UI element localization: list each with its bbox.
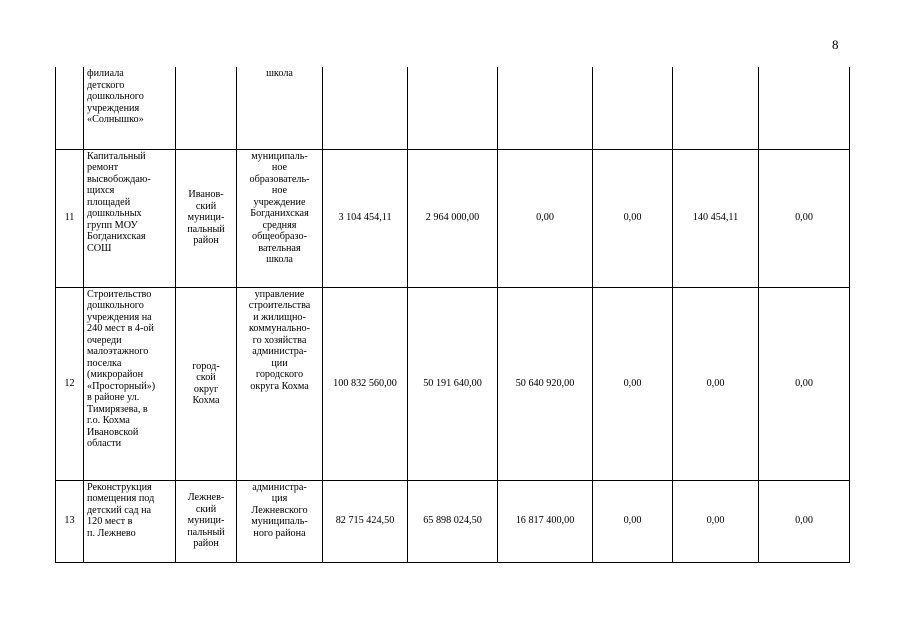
value-cell: 3 104 454,11 (323, 149, 408, 287)
value-cell: 16 817 400,00 (498, 480, 593, 562)
value-cell: 82 715 424,50 (323, 480, 408, 562)
value-cell (593, 67, 673, 149)
table-row (56, 149, 850, 287)
value-cell (673, 67, 759, 149)
table-row (56, 480, 850, 562)
table-row (56, 67, 850, 149)
value-cell: 50 191 640,00 (408, 287, 498, 480)
object-name-cell: Капитальный ремонт высвобождаю- щихся площадей дошкольных групп МОУ Богданихская СОШ (84, 149, 176, 287)
value-cell: 0,00 (498, 149, 593, 287)
value-cell: 0,00 (759, 480, 850, 562)
table-row (56, 287, 850, 480)
municipality-cell: город- ской округ Кохма (176, 287, 237, 480)
row-number-cell: 11 (56, 149, 84, 287)
value-cell: 65 898 024,50 (408, 480, 498, 562)
row-number-cell: 12 (56, 287, 84, 480)
value-cell: 0,00 (759, 287, 850, 480)
page-number: 8 (832, 37, 839, 52)
executor-cell: школа (237, 67, 323, 149)
value-cell: 0,00 (759, 149, 850, 287)
object-name-cell: Реконструкция помещения под детский сад на 120 мест в п. Лежнево (84, 480, 176, 562)
object-name-cell: Строительство дошкольного учреждения на 240 мест в 4-ой очереди малоэтажного поселка (микрорайон «Просторный») в районе ул. Тимирязева, в г.о. Кохма Ивановской области (84, 287, 176, 480)
municipality-cell: Иванов- ский муници- пальный район (176, 149, 237, 287)
executor-cell: администра- ция Лежневского муниципаль- ного района (237, 480, 323, 562)
value-cell: 0,00 (673, 480, 759, 562)
funding-table (55, 67, 850, 563)
value-cell: 100 832 560,00 (323, 287, 408, 480)
row-number-cell (56, 67, 84, 149)
executor-cell: муниципаль- ное образователь- ное учреждение Богданихская средняя общеобразо- вательная школа (237, 149, 323, 287)
value-cell (498, 67, 593, 149)
object-name-cell: филиала детского дошкольного учреждения «Солнышко» (84, 67, 176, 149)
executor-cell: управление строительства и жилищно- коммунально- го хозяйства администра- ции городского округа Кохма (237, 287, 323, 480)
row-number-cell: 13 (56, 480, 84, 562)
value-cell (323, 67, 408, 149)
municipality-cell (176, 67, 237, 149)
value-cell: 0,00 (593, 149, 673, 287)
value-cell: 0,00 (593, 480, 673, 562)
value-cell: 50 640 920,00 (498, 287, 593, 480)
value-cell: 0,00 (673, 287, 759, 480)
municipality-cell: Лежнев- ский муници- пальный район (176, 480, 237, 562)
value-cell (408, 67, 498, 149)
value-cell: 2 964 000,00 (408, 149, 498, 287)
value-cell (759, 67, 850, 149)
value-cell: 140 454,11 (673, 149, 759, 287)
value-cell: 0,00 (593, 287, 673, 480)
